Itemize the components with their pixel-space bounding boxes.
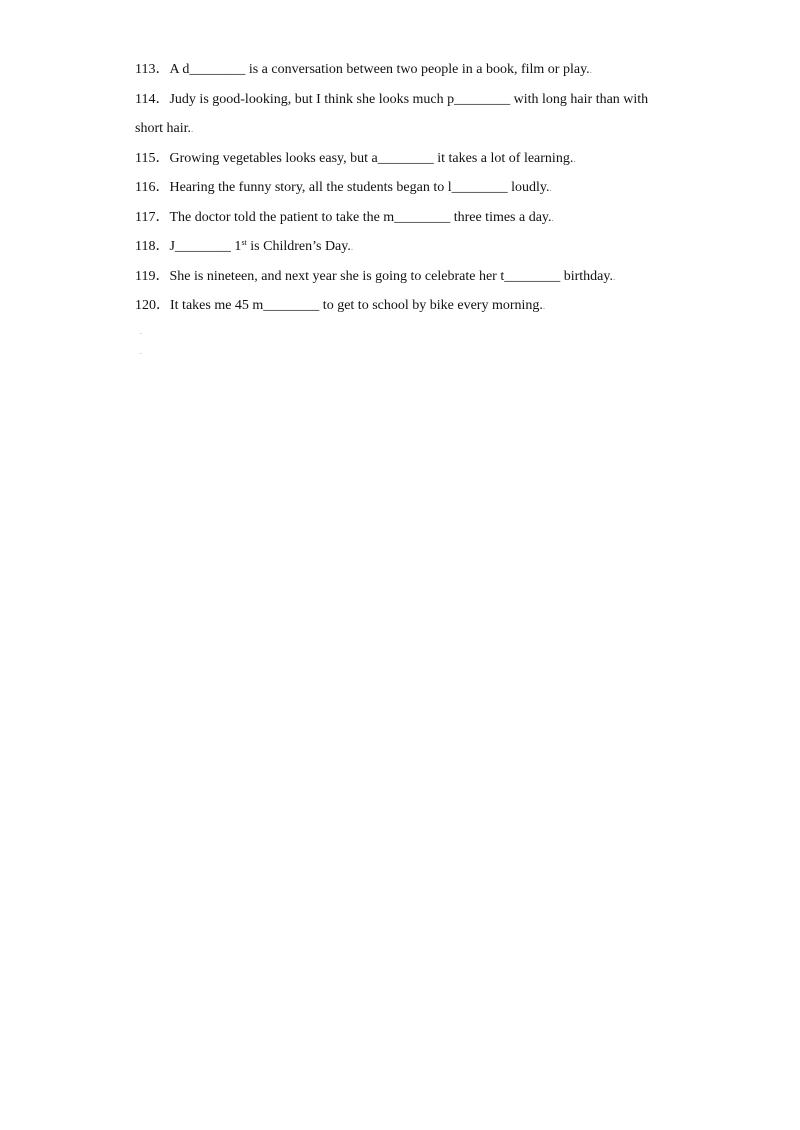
question-120 — [135, 296, 675, 326]
question-separator: ． — [155, 239, 170, 254]
question-116 — [135, 178, 675, 208]
paragraph-mark: . — [191, 124, 194, 134]
paragraph-mark: . — [589, 65, 592, 75]
question-114-continuation — [135, 119, 675, 149]
empty-paragraph-mark: . — [140, 347, 142, 356]
question-number: 118 — [135, 239, 156, 254]
question-number: 117 — [135, 209, 156, 225]
question-number: 116 — [135, 180, 156, 195]
question-text: The doctor told the patient to take the m________ three times a day. — [169, 209, 552, 225]
question-text: It takes me 45 m________ to get to school by bike every morning. — [170, 298, 543, 313]
question-separator: ． — [155, 150, 170, 166]
question-118 — [135, 237, 675, 267]
question-number: 119 — [135, 268, 156, 284]
question-list — [135, 60, 675, 326]
question-text: J________ 1 — [169, 239, 242, 254]
ordinal-superscript: st — [241, 238, 247, 247]
paragraph-mark: . — [573, 153, 576, 164]
paragraph-mark: . — [542, 301, 546, 311]
question-separator: ． — [155, 62, 170, 77]
question-separator: ． — [156, 298, 170, 313]
question-number: 115 — [135, 150, 156, 166]
paragraph-mark: . — [551, 212, 554, 223]
paragraph-mark: . — [549, 183, 552, 193]
question-text-tail: is Children’s Day. — [246, 239, 351, 254]
question-separator: ． — [155, 209, 170, 225]
question-number: 113 — [135, 62, 156, 77]
question-119 — [135, 267, 675, 297]
question-text: Judy is good-looking, but I think she looks much p________ with long hair than with — [169, 91, 649, 107]
question-separator: ． — [155, 180, 170, 195]
question-separator: ． — [155, 91, 170, 107]
question-number: 120 — [135, 298, 156, 313]
question-113 — [135, 60, 675, 90]
question-115 — [135, 149, 675, 179]
question-text: Hearing the funny story, all the students began to l________ loudly. — [169, 180, 550, 195]
question-114 — [135, 90, 675, 120]
empty-paragraph-mark: . — [140, 327, 142, 336]
question-text: A d________ is a conversation between two people in a book, film or play. — [169, 62, 590, 77]
question-text: Growing vegetables looks easy, but a________ it takes a lot of learning. — [169, 150, 574, 166]
question-text: She is nineteen, and next year she is going to celebrate her t________ birthday. — [169, 268, 613, 284]
question-separator: ． — [155, 268, 170, 284]
paragraph-mark: . — [612, 271, 616, 282]
question-number: 114 — [135, 91, 156, 107]
question-117 — [135, 208, 675, 238]
paragraph-mark: . — [350, 242, 354, 252]
question-text-continuation: short hair. — [135, 121, 191, 136]
